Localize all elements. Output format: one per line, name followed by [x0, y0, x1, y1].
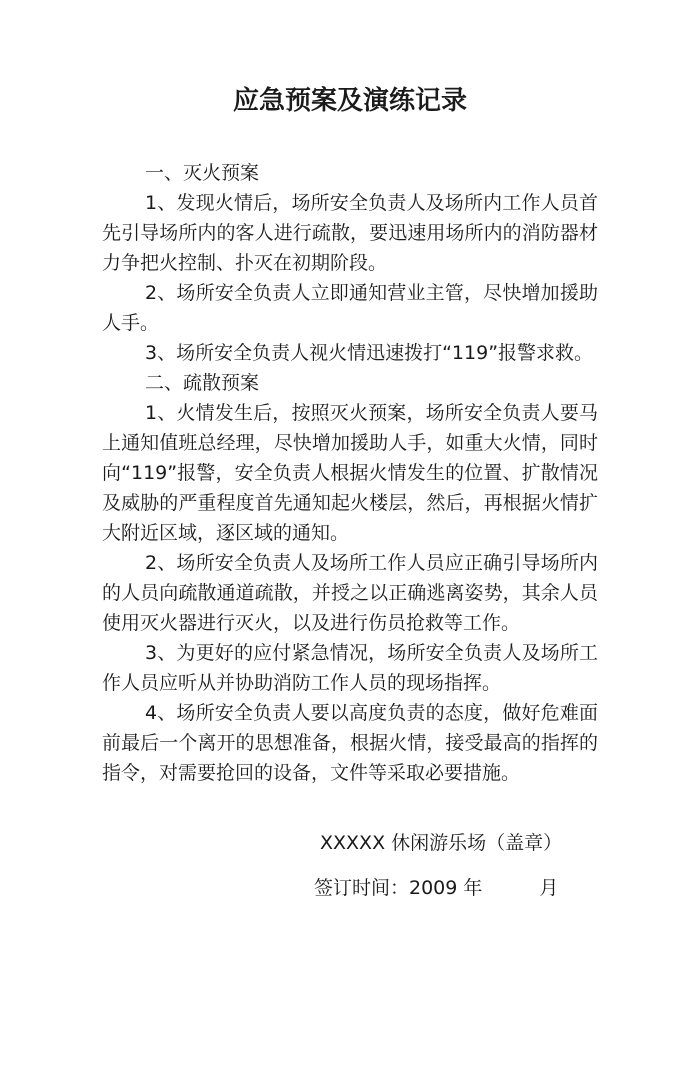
section-heading-evacuation-plan: 二、疏散预案	[145, 372, 260, 394]
paragraph-evac-1: 1、火情发生后，按照灭火预案，场所安全负责人要马上通知值班总经理，尽快增加援助人手，如重大火情，同时向“119”报警，安全负责人根据火情发生的位置、扩散情况及威胁的严重程度首先通知起火楼层，然后，再根据火情扩大附近区域，逐区域的通知。	[102, 402, 598, 544]
signature-line: XXXXX 休闲游乐场（盖章）	[320, 832, 563, 854]
paragraph-fire-2: 2、场所安全负责人立即通知营业主管，尽快增加援助人手。	[102, 282, 598, 334]
paragraph-fire-3: 3、场所安全负责人视火情迅速拨打“119”报警求救。	[145, 342, 594, 364]
paragraph-evac-2: 2、场所安全负责人及场所工作人员应正确引导场所内的人员向疏散通道疏散，并授之以正确逃离姿势，其余人员使用灭火器进行灭火，以及进行伤员抢救等工作。	[102, 552, 598, 634]
section-heading-fire-plan: 一、灭火预案	[145, 162, 260, 184]
paragraph-fire-1: 1、发现火情后，场所安全负责人及场所内工作人员首先引导场所内的客人进行疏散，要迅速用场所内的消防器材力争把火控制、扑灭在初期阶段。	[102, 192, 598, 274]
paragraph-evac-3: 3、为更好的应付紧急情况，场所安全负责人及场所工作人员应听从并协助消防工作人员的现场指挥。	[102, 642, 598, 694]
date-line: 签订时间：2009 年 月	[314, 877, 559, 899]
document-page	[0, 84, 700, 1074]
document-title: 应急预案及演练记录	[232, 86, 467, 116]
document-body	[0, 158, 700, 788]
paragraph-evac-4: 4、场所安全负责人要以高度负责的态度，做好危难面前最后一个离开的思想准备，根据火情，接受最高的指挥的指令，对需要抢回的设备，文件等采取必要措施。	[102, 702, 598, 784]
